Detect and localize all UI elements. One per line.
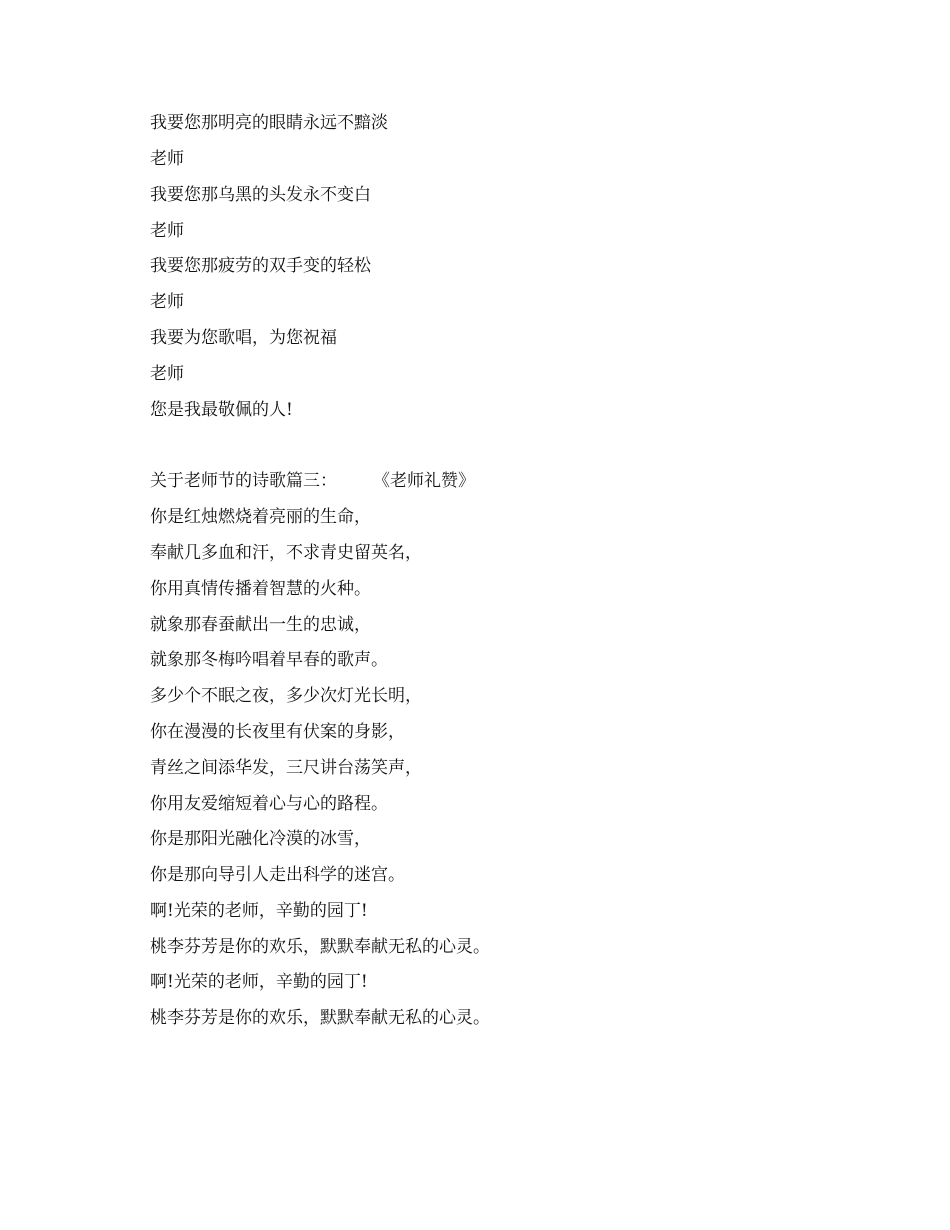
poem-line: 我要为您歌唱，为您祝福 (150, 328, 337, 348)
poem-line: 你是红烛燃烧着亮丽的生命， (150, 507, 371, 527)
poem-line: 老师 (150, 292, 184, 312)
poem-line: 青丝之间添华发，三尺讲台荡笑声， (150, 758, 422, 778)
poem-line: 就象那春蚕献出一生的忠诚， (150, 615, 371, 635)
poem-line: 奉献几多血和汗，不求青史留英名， (150, 543, 422, 563)
poem-line: 多少个不眠之夜，多少次灯光长明， (150, 686, 422, 706)
poem-title: 《老师礼赞》 (373, 471, 475, 491)
poem-line: 你用友爱缩短着心与心的路程。 (150, 794, 388, 814)
poem-line: 你在漫漫的长夜里有伏案的身影， (150, 722, 405, 742)
poem-line: 你是那向导引人走出科学的迷宫。 (150, 865, 405, 885)
poem-line: 你用真情传播着智慧的火种。 (150, 579, 371, 599)
section-heading (150, 469, 475, 493)
poem-line: 老师 (150, 149, 184, 169)
poem-line: 就象那冬梅吟唱着早春的歌声。 (150, 650, 388, 670)
poem-line: 啊!光荣的老师，辛勤的园丁! (150, 972, 368, 992)
poem-line: 啊!光荣的老师，辛勤的园丁! (150, 901, 368, 921)
poem-line: 你是那阳光融化冷漠的冰雪， (150, 829, 371, 849)
poem-line: 我要您那明亮的眼睛永远不黯淡 (150, 113, 388, 133)
poem-line: 您是我最敬佩的人! (150, 400, 293, 420)
poem-line: 桃李芬芳是你的欢乐，默默奉献无私的心灵。 (150, 1008, 490, 1028)
section-heading-label: 关于老师节的诗歌篇三： (150, 471, 337, 491)
poem-line: 我要您那疲劳的双手变的轻松 (150, 256, 371, 276)
poem-line: 老师 (150, 364, 184, 384)
poem-line: 老师 (150, 221, 184, 241)
poem-line: 桃李芬芳是你的欢乐，默默奉献无私的心灵。 (150, 937, 490, 957)
poem-line: 我要您那乌黑的头发永不变白 (150, 185, 371, 205)
